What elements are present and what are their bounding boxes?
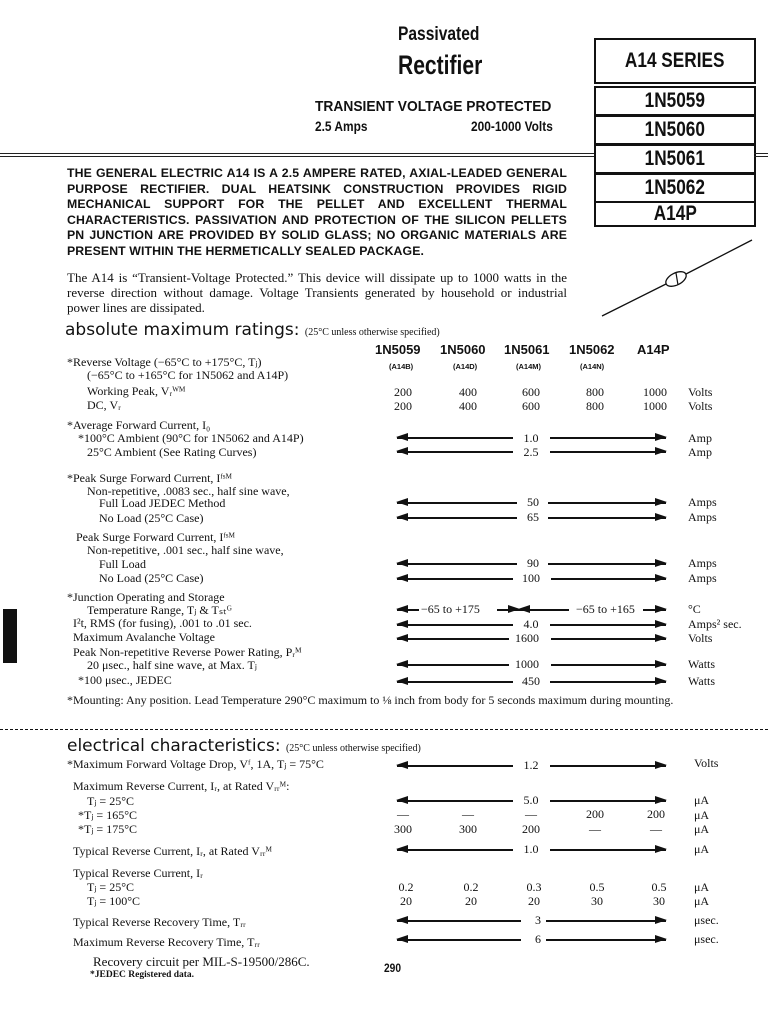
- col-header: 1N5059: [375, 342, 421, 357]
- unit: Volts: [688, 631, 713, 645]
- elec-title: electrical characteristics: (25°C unless otherwise specified): [67, 736, 421, 756]
- unit: μsec.: [694, 932, 719, 946]
- label: No Load (25°C Case): [99, 511, 204, 525]
- label: *100 μsec., JEDEC: [78, 673, 172, 687]
- range-arrow: [397, 609, 419, 611]
- unit: μA: [694, 822, 710, 836]
- range-arrow: [397, 849, 513, 851]
- header-rule: [754, 156, 768, 157]
- value: —: [397, 807, 409, 821]
- diode-image: [596, 232, 756, 322]
- value: 1.0: [523, 431, 539, 445]
- range-arrow: [548, 563, 666, 565]
- range-arrow: [397, 624, 513, 626]
- value: 30: [653, 894, 665, 908]
- label: Tⱼ = 100°C: [87, 894, 140, 908]
- series-box-item: 1N5062: [594, 173, 756, 203]
- label: 25°C Ambient (See Rating Curves): [87, 445, 257, 459]
- value: 400: [459, 385, 477, 399]
- label: Peak Non-repetitive Reverse Power Rating, Pᵣᴹ: [73, 645, 302, 659]
- unit: μA: [694, 808, 710, 822]
- value: 800: [586, 399, 604, 413]
- value: 6: [535, 932, 541, 946]
- value: 1000: [515, 657, 539, 671]
- label: DC, Vᵣ: [87, 398, 121, 412]
- unit: Amps² sec.: [688, 617, 742, 631]
- range-arrow: [397, 765, 513, 767]
- col-subheader: (A14D): [453, 362, 478, 371]
- unit: μA: [694, 880, 710, 894]
- label: *Reverse Voltage (−65°C to +175°C, Tⱼ): [67, 355, 262, 369]
- range-arrow: [546, 939, 666, 941]
- unit: Volts: [688, 385, 713, 399]
- value: 50: [527, 495, 539, 509]
- section-divider: [0, 729, 768, 730]
- value: 600: [522, 385, 540, 399]
- range-arrow: [519, 609, 569, 611]
- unit: Amps: [688, 495, 717, 509]
- label: I²t, RMS (for fusing), .001 to .01 sec.: [73, 616, 252, 630]
- range-arrow: [546, 920, 666, 922]
- subtitle: TRANSIENT VOLTAGE PROTECTED: [315, 98, 552, 115]
- range-arrow: [550, 681, 666, 683]
- label: Maximum Reverse Current, Iᵣ, at Rated Vᵣᵣᴹ:: [73, 779, 290, 793]
- label: Full Load JEDEC Method: [99, 496, 226, 510]
- range-arrow: [397, 638, 509, 640]
- label: Maximum Reverse Recovery Time, Tᵣᵣ: [73, 935, 260, 949]
- label: Typical Reverse Recovery Time, Tᵣᵣ: [73, 915, 246, 929]
- footer-recovery: Recovery circuit per MIL-S-19500/286C.: [93, 954, 310, 969]
- unit: μA: [694, 842, 710, 856]
- value: 200: [522, 822, 540, 836]
- value: 400: [459, 399, 477, 413]
- value: 1000: [643, 385, 667, 399]
- value: 200: [394, 385, 412, 399]
- unit: Amps: [688, 556, 717, 570]
- series-box-title: A14 SERIES: [594, 38, 756, 84]
- mounting-note: *Mounting: Any position. Lead Temperature 290°C maximum to ⅛ inch from body for 5 seconds maximum during mounting.: [67, 693, 674, 707]
- value: 200: [394, 399, 412, 413]
- range-arrow: [397, 517, 517, 519]
- title-top: Passivated: [398, 24, 480, 45]
- unit: μsec.: [694, 913, 719, 927]
- range-arrow: [548, 502, 666, 504]
- label: Typical Reverse Current, Iᵣ, at Rated Vᵣᵣᴹ: [73, 844, 272, 858]
- value: 1.0: [523, 842, 539, 856]
- range-arrow: [551, 638, 666, 640]
- header-rule: [0, 156, 594, 157]
- value: 3: [535, 913, 541, 927]
- label: Non-repetitive, .001 sec., half sine wave,: [87, 543, 284, 557]
- value: 100: [522, 571, 540, 585]
- range-arrow: [551, 664, 666, 666]
- unit: μA: [694, 793, 710, 807]
- unit: Amps: [688, 571, 717, 585]
- intro-bold: THE GENERAL ELECTRIC A14 IS A 2.5 AMPERE RATED, AXIAL-LEADED GENERAL PURPOSE RECTIFIER. DUAL HEATSINK CONSTRUCTION PROVIDES RIGID MECHANICAL SUPPORT FOR THE PELLET AND EXCELLENT THERMAL CHARACTERISTICS. PASSIVATION AND PROTECTION OF THE SILICON PELLETS PN JUNCTION ARE PROVIDED BY SOLID GLASS; NO ORGANIC MATERIALS ARE PRESENT WITHIN THE HERMETICALLY SEALED PACKAGE.: [67, 166, 567, 258]
- label: *Junction Operating and Storage: [67, 590, 225, 604]
- value: 90: [527, 556, 539, 570]
- value: 0.3: [526, 880, 542, 894]
- value: 300: [459, 822, 477, 836]
- value: 600: [522, 399, 540, 413]
- label: *Peak Surge Forward Current, Iᶠˢᴹ: [67, 471, 232, 485]
- value: −65 to +175: [421, 602, 480, 616]
- label: Working Peak, Vᵣᵂᴹ: [87, 384, 186, 398]
- value: 2.5: [523, 445, 539, 459]
- value: —: [589, 822, 601, 836]
- series-box-item: 1N5060: [594, 115, 756, 145]
- label: *Average Forward Current, I₀: [67, 418, 211, 432]
- header-rule: [0, 153, 594, 154]
- value: —: [650, 822, 662, 836]
- label: Full Load: [99, 557, 146, 571]
- unit: Amp: [688, 445, 712, 459]
- label: No Load (25°C Case): [99, 571, 204, 585]
- col-subheader: (A14M): [516, 362, 542, 371]
- range-arrow: [551, 578, 666, 580]
- label: Peak Surge Forward Current, Iᶠˢᴹ: [76, 530, 235, 544]
- label: *Tⱼ = 165°C: [78, 808, 137, 822]
- col-subheader: (A14B): [389, 362, 414, 371]
- series-box-item: 1N5061: [594, 144, 756, 174]
- range-arrow: [550, 437, 666, 439]
- label: *Tⱼ = 175°C: [78, 822, 137, 836]
- header-rule: [754, 153, 768, 154]
- value: −65 to +165: [576, 602, 635, 616]
- range-arrow: [550, 451, 666, 453]
- unit: Volts: [688, 399, 713, 413]
- col-header: A14P: [637, 342, 670, 357]
- range-arrow: [397, 502, 517, 504]
- range-arrow: [397, 578, 513, 580]
- col-subheader: (A14N): [580, 362, 605, 371]
- value: —: [462, 807, 474, 821]
- unit: Amps: [688, 510, 717, 524]
- label: Tⱼ = 25°C: [87, 880, 134, 894]
- value: 200: [586, 807, 604, 821]
- value: 800: [586, 385, 604, 399]
- range-arrow: [550, 800, 666, 802]
- range-arrow: [397, 681, 513, 683]
- range-arrow: [550, 849, 666, 851]
- col-header: 1N5062: [569, 342, 615, 357]
- range-arrow: [397, 939, 521, 941]
- value: 0.2: [398, 880, 414, 894]
- range-arrow: [497, 609, 519, 611]
- value: 5.0: [523, 793, 539, 807]
- value: 200: [647, 807, 665, 821]
- label: Non-repetitive, .0083 sec., half sine wave,: [87, 484, 290, 498]
- unit: Amp: [688, 431, 712, 445]
- value: 0.5: [651, 880, 667, 894]
- label: Tⱼ = 25°C: [87, 794, 134, 808]
- label: 20 μsec., half sine wave, at Max. Tⱼ: [87, 658, 257, 672]
- value: 1.2: [523, 758, 539, 772]
- unit: μA: [694, 894, 710, 908]
- range-arrow: [550, 624, 666, 626]
- col-header: 1N5061: [504, 342, 550, 357]
- value: 65: [527, 510, 539, 524]
- label: *Maximum Forward Voltage Drop, Vᶠ, 1A, Tⱼ = 75°C: [67, 757, 324, 771]
- label: Temperature Range, Tⱼ & Tₛₜᴳ: [87, 603, 232, 617]
- range-arrow: [397, 664, 509, 666]
- unit: °C: [688, 602, 701, 616]
- abs-ratings-title: absolute maximum ratings: (25°C unless otherwise specified): [65, 320, 440, 340]
- value: —: [525, 807, 537, 821]
- value: 300: [394, 822, 412, 836]
- series-box-item: A14P: [594, 201, 756, 227]
- label: Maximum Avalanche Voltage: [73, 630, 215, 644]
- value: 0.5: [589, 880, 605, 894]
- value: 20: [465, 894, 477, 908]
- range-arrow: [397, 800, 513, 802]
- col-header: 1N5060: [440, 342, 486, 357]
- range-arrow: [550, 765, 666, 767]
- label: Typical Reverse Current, Iᵣ: [73, 866, 203, 880]
- label: (−65°C to +165°C for 1N5062 and A14P): [87, 368, 289, 382]
- intro-paragraph: The A14 is “Transient-Voltage Protected.” This device will dissipate up to 1000 watts in the reverse direction without damage. Voltage Transients generated by household or industrial power lines are dissipated.: [67, 270, 567, 315]
- range-arrow: [397, 563, 517, 565]
- amps-rating: 2.5 Amps: [315, 118, 368, 134]
- unit: Watts: [688, 657, 716, 671]
- value: 450: [522, 674, 540, 688]
- unit: Watts: [688, 674, 716, 688]
- value: 4.0: [523, 617, 539, 631]
- label: *100°C Ambient (90°C for 1N5062 and A14P): [78, 431, 304, 445]
- page-title: Rectifier: [398, 50, 483, 80]
- range-arrow: [643, 609, 666, 611]
- range-arrow: [548, 517, 666, 519]
- value: 1600: [515, 631, 539, 645]
- value: 1000: [643, 399, 667, 413]
- value: 20: [400, 894, 412, 908]
- value: 30: [591, 894, 603, 908]
- value: 20: [528, 894, 540, 908]
- unit: Volts: [694, 756, 719, 770]
- range-arrow: [397, 451, 513, 453]
- range-arrow: [397, 437, 513, 439]
- page-number: 290: [384, 961, 402, 975]
- footer-jedec: *JEDEC Registered data.: [90, 970, 195, 980]
- series-box-item: 1N5059: [594, 86, 756, 116]
- range-arrow: [397, 920, 521, 922]
- value: 0.2: [463, 880, 479, 894]
- page-tab-marker: [3, 609, 17, 663]
- volts-rating: 200-1000 Volts: [471, 118, 553, 134]
